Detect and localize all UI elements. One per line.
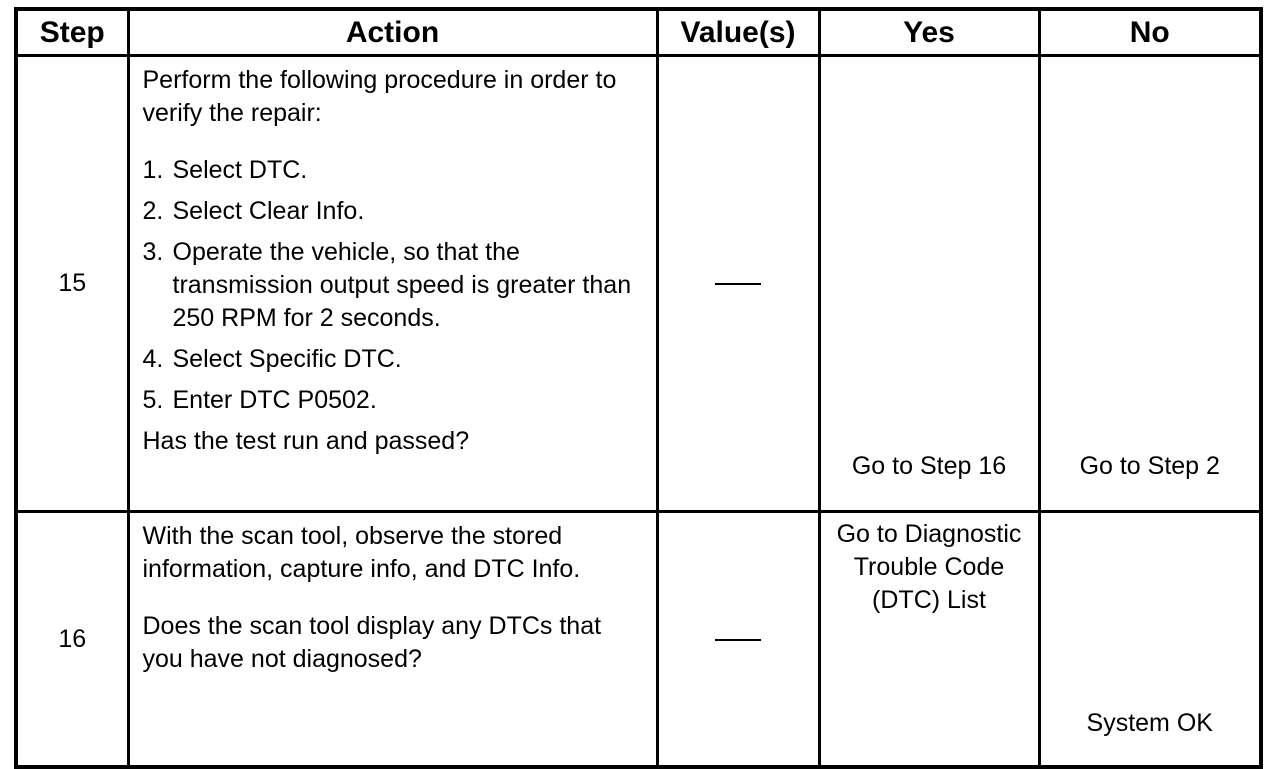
diagnostic-table	[14, 7, 1263, 769]
procedure-number: 1.	[142, 156, 164, 184]
action-intro: With the scan tool, observe the stored information, capture info, and DTC Info.	[142, 522, 581, 583]
no-value-dash	[715, 283, 761, 285]
procedure-item	[143, 343, 648, 376]
procedure-list	[143, 154, 648, 417]
procedure-number: 4.	[142, 345, 164, 373]
procedure-item	[143, 195, 648, 228]
header-step: Step	[16, 9, 128, 56]
action-question: Has the test run and passed?	[142, 427, 470, 455]
procedure-text: Select DTC.	[172, 156, 308, 184]
table-row-step-15	[16, 56, 1261, 512]
procedure-number: 5.	[142, 386, 164, 414]
no-value-dash	[715, 639, 761, 641]
procedure-item	[143, 154, 648, 187]
procedure-item	[143, 236, 648, 335]
procedure-text: Operate the vehicle, so that the transmission output speed is greater than 250 RPM for 2 seconds.	[172, 238, 632, 332]
value-cell	[657, 56, 819, 512]
header-action: Action	[128, 9, 657, 56]
procedure-number: 3.	[142, 238, 164, 266]
procedure-item	[143, 384, 648, 417]
yes-result: Go to Step 16	[819, 56, 1039, 512]
header-yes: Yes	[819, 9, 1039, 56]
procedure-text: Select Specific DTC.	[172, 345, 402, 373]
header-row	[16, 9, 1261, 56]
action-question: Does the scan tool display any DTCs that you have not diagnosed?	[142, 612, 602, 673]
step-number: 15	[16, 56, 128, 512]
action-cell	[128, 56, 657, 512]
no-result: System OK	[1039, 512, 1261, 768]
yes-result: Go to Diagnostic Trouble Code (DTC) List	[819, 512, 1039, 768]
no-result: Go to Step 2	[1039, 56, 1261, 512]
procedure-number: 2.	[142, 197, 164, 225]
value-cell	[657, 512, 819, 768]
step-number: 16	[16, 512, 128, 768]
procedure-text: Select Clear Info.	[172, 197, 365, 225]
action-intro: Perform the following procedure in order to verify the repair:	[142, 66, 617, 127]
action-cell	[128, 512, 657, 768]
table-row-step-16	[16, 512, 1261, 768]
header-no: No	[1039, 9, 1261, 56]
header-values: Value(s)	[657, 9, 819, 56]
procedure-text: Enter DTC P0502.	[172, 386, 377, 414]
